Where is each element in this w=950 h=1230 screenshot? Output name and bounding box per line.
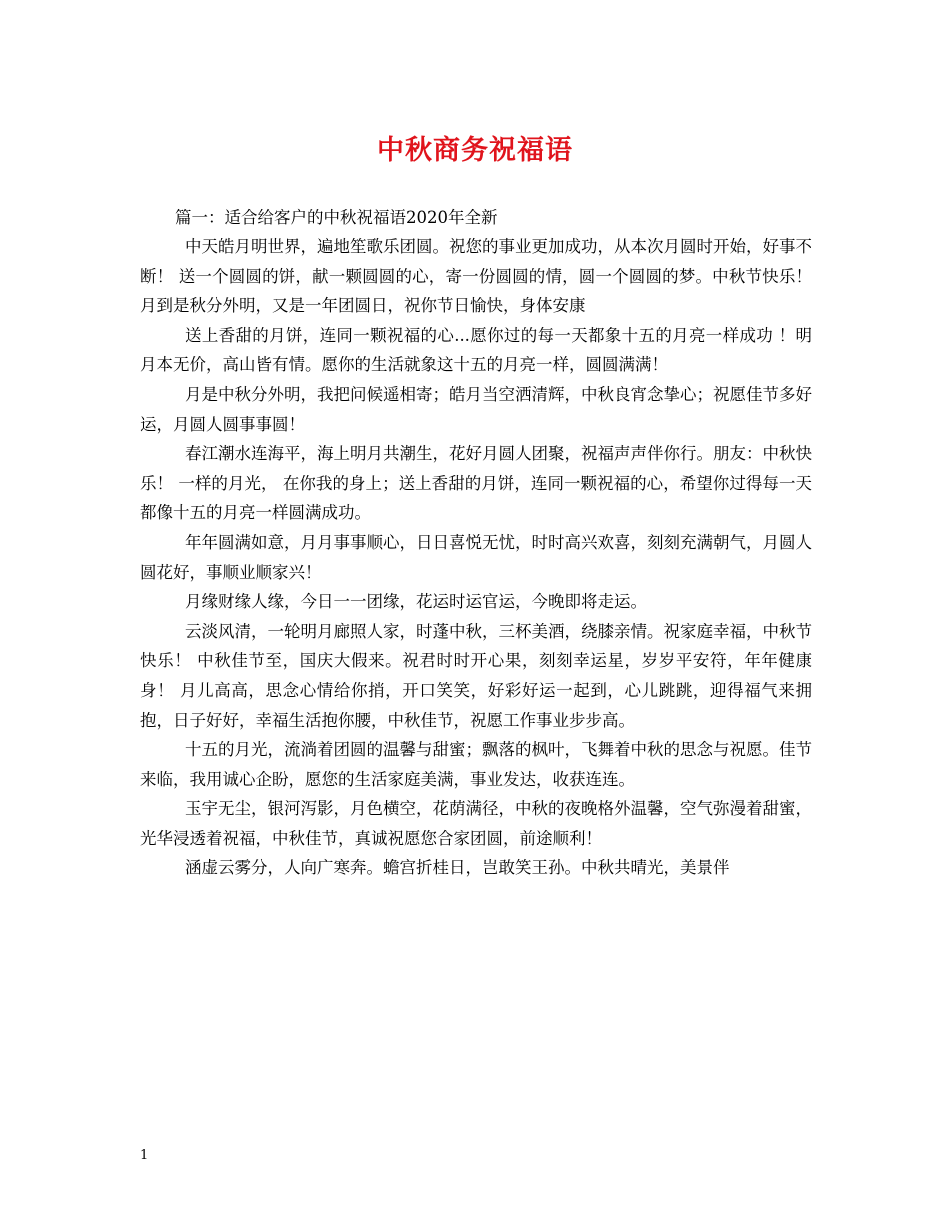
paragraph-8: 十五的月光，流淌着团圆的温馨与甜蜜；飘落的枫叶，飞舞着中秋的思念与祝愿。佳节来临，我用诚心企盼，愿您的生活家庭美满，事业发达，收获连连。 — [140, 740, 812, 789]
paragraph-4: 春江潮水连海平，海上明月共潮生，花好月圆人团聚，祝福声声伴你行。朋友：中秋快乐！ 一样的月光， 在你我的身上；送上香甜的月饼，连同一颗祝福的心，希望你过得每一天都像十五的月亮一样圆满成功。 — [140, 444, 812, 523]
page-number: 1 — [140, 1148, 149, 1163]
paragraph-10: 涵虚云雾分，人向广寒奔。蟾宫折桂日，岂敢笑王孙。中秋共晴光，美景伴 — [185, 858, 730, 878]
paragraph-9: 玉宇无尘，银河泻影，月色横空，花荫满径，中秋的夜晚格外温馨，空气弥漫着甜蜜，光华浸透着祝福，中秋佳节，真诚祝愿您合家团圆，前途顺利！ — [140, 799, 812, 848]
document-body — [140, 203, 812, 883]
paragraph-3: 月是中秋分外明，我把问候遥相寄；皓月当空洒清辉，中秋良宵念挚心；祝愿佳节多好运，月圆人圆事事圆！ — [140, 384, 812, 434]
paragraph-7: 云淡风清，一轮明月廊照人家，时蓬中秋，三杯美酒，绕膝亲情。祝家庭幸福，中秋节快乐！ 中秋佳节至，国庆大假来。祝君时时开心果，刻刻幸运星，岁岁平安符，年年健康身！ 月儿高高，思念心情给你捎，开口笑笑，好彩好运一起到，心儿跳跳，迎得福气来拥抱，日子好好，幸福生活抱你腰，中秋佳节，祝愿工作事业步步高。 — [140, 621, 812, 730]
document-title: 中秋商务祝福语 — [377, 135, 573, 166]
paragraph-1: 中天皓月明世界，遍地笙歌乐团圆。祝您的事业更加成功，从本次月圆时开始，好事不断！ 送一个圆圆的饼，献一颗圆圆的心，寄一份圆圆的情，圆一个圆圆的梦。中秋节快乐！ 月到是秋分外明，又是一年团圆日，祝你节日愉快，身体安康 — [140, 237, 812, 316]
paragraph-2: 送上香甜的月饼，连同一颗祝福的心...愿你过的每一天都象十五的月亮一样成功 ！明月本无价，高山皆有情。愿你的生活就象这十五的月亮一样，圆圆满满！ — [140, 325, 812, 375]
paragraph-6: 月缘财缘人缘，今日一一团缘，花运时运官运，今晚即将走运。 — [185, 592, 647, 612]
section-heading: 篇一：适合给客户的中秋祝福语2020年全新 — [175, 208, 498, 227]
paragraph-5: 年年圆满如意，月月事事顺心，日日喜悦无忧，时时高兴欢喜，刻刻充满朝气，月圆人圆花好，事顺业顺家兴！ — [140, 532, 812, 582]
